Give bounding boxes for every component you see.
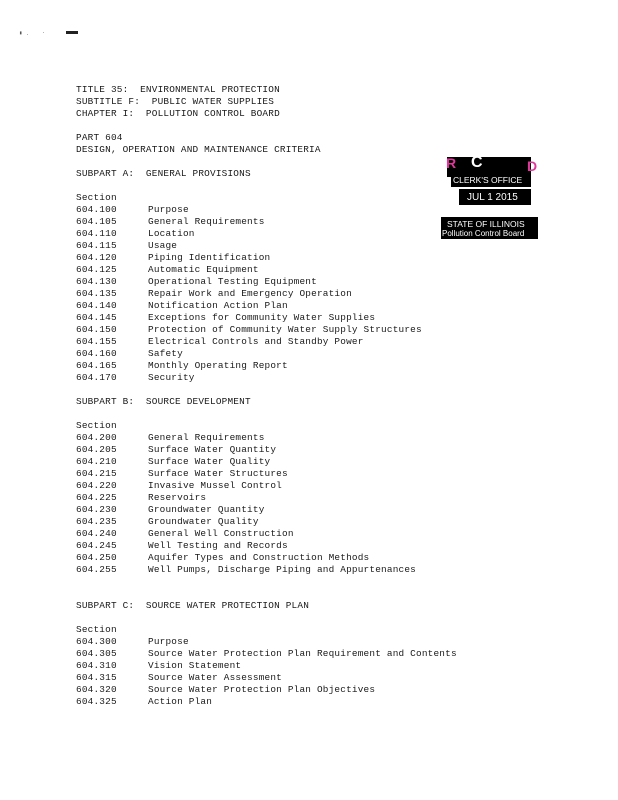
section-title: Source Water Protection Plan Objectives xyxy=(148,684,376,695)
title-line: TITLE 35: ENVIRONMENTAL PROTECTION xyxy=(76,84,280,95)
section-number: 604.320 xyxy=(76,684,117,695)
subpart-heading: SUBPART B: SOURCE DEVELOPMENT xyxy=(76,396,251,407)
stamp-date: JUL 1 2015 xyxy=(467,192,518,203)
section-title: Surface Water Quality xyxy=(148,456,271,467)
stamp-c: C xyxy=(471,154,483,171)
section-title: General Requirements xyxy=(148,432,265,443)
section-number: 604.140 xyxy=(76,300,117,311)
section-row xyxy=(76,432,496,444)
section-row xyxy=(76,480,496,492)
section-title: Groundwater Quantity xyxy=(148,504,265,515)
section-label: Section xyxy=(76,624,117,635)
section-row xyxy=(76,312,496,324)
stamp-office: CLERK'S OFFICE xyxy=(453,175,523,185)
received-stamp xyxy=(441,155,538,241)
section-title: Protection of Community Water Supply Structures xyxy=(148,324,422,335)
section-row xyxy=(76,636,496,648)
section-number: 604.220 xyxy=(76,480,117,491)
section-row xyxy=(76,300,496,312)
section-row xyxy=(76,360,496,372)
section-title: Vision Statement xyxy=(148,660,242,671)
section-number: 604.105 xyxy=(76,216,117,227)
section-row xyxy=(76,276,496,288)
section-row xyxy=(76,444,496,456)
stamp-state: STATE OF ILLINOIS xyxy=(447,219,525,229)
stamp-r: R xyxy=(446,155,457,171)
section-row xyxy=(76,336,496,348)
section-title: Piping Identification xyxy=(148,252,271,263)
section-number: 604.255 xyxy=(76,564,117,575)
section-title: General Well Construction xyxy=(148,528,294,539)
section-number: 604.120 xyxy=(76,252,117,263)
scan-speck: · xyxy=(42,30,46,36)
section-row xyxy=(76,696,496,708)
section-title: Exceptions for Community Water Supplies xyxy=(148,312,376,323)
section-number: 604.305 xyxy=(76,648,117,659)
section-number: 604.170 xyxy=(76,372,117,383)
section-title: Action Plan xyxy=(148,696,213,707)
section-row xyxy=(76,264,496,276)
section-title: Well Testing and Records xyxy=(148,540,288,551)
section-row xyxy=(76,540,496,552)
section-number: 604.125 xyxy=(76,264,117,275)
section-number: 604.115 xyxy=(76,240,117,251)
section-number: 604.205 xyxy=(76,444,117,455)
section-number: 604.240 xyxy=(76,528,117,539)
section-title: Surface Water Quantity xyxy=(148,444,277,455)
section-number: 604.210 xyxy=(76,456,117,467)
section-number: 604.300 xyxy=(76,636,117,647)
section-number: 604.325 xyxy=(76,696,117,707)
section-number: 604.200 xyxy=(76,432,117,443)
section-title: Invasive Mussel Control xyxy=(148,480,282,491)
section-row xyxy=(76,552,496,564)
section-title: Notification Action Plan xyxy=(148,300,288,311)
section-title: Safety xyxy=(148,348,183,359)
section-row xyxy=(76,564,496,576)
section-row xyxy=(76,504,496,516)
scan-mark xyxy=(66,31,78,34)
section-number: 604.250 xyxy=(76,552,117,563)
section-number: 604.160 xyxy=(76,348,117,359)
section-number: 604.230 xyxy=(76,504,117,515)
section-row xyxy=(76,372,496,384)
section-title: General Requirements xyxy=(148,216,265,227)
section-row xyxy=(76,528,496,540)
section-row xyxy=(76,492,496,504)
section-title: Source Water Assessment xyxy=(148,672,282,683)
part-name: DESIGN, OPERATION AND MAINTENANCE CRITERIA xyxy=(76,144,321,155)
section-number: 604.150 xyxy=(76,324,117,335)
section-title: Purpose xyxy=(148,636,189,647)
section-title: Purpose xyxy=(148,204,189,215)
section-title: Usage xyxy=(148,240,178,251)
stamp-board: Pollution Control Board xyxy=(442,229,525,238)
section-number: 604.145 xyxy=(76,312,117,323)
section-number: 604.235 xyxy=(76,516,117,527)
section-row xyxy=(76,204,496,216)
section-row xyxy=(76,252,496,264)
section-row xyxy=(76,516,496,528)
section-row xyxy=(76,288,496,300)
section-row xyxy=(76,348,496,360)
section-number: 604.130 xyxy=(76,276,117,287)
subpart-heading: SUBPART C: SOURCE WATER PROTECTION PLAN xyxy=(76,600,310,611)
chapter-line: CHAPTER I: POLLUTION CONTROL BOARD xyxy=(76,108,280,119)
subpart-heading: SUBPART A: GENERAL PROVISIONS xyxy=(76,168,251,179)
section-row xyxy=(76,324,496,336)
section-title: Surface Water Structures xyxy=(148,468,288,479)
document-body xyxy=(76,84,496,708)
section-number: 604.110 xyxy=(76,228,117,239)
section-title: Electrical Controls and Standby Power xyxy=(148,336,364,347)
section-row xyxy=(76,228,496,240)
section-number: 604.225 xyxy=(76,492,117,503)
section-title: Security xyxy=(148,372,195,383)
section-title: Automatic Equipment xyxy=(148,264,259,275)
section-number: 604.215 xyxy=(76,468,117,479)
section-title: Location xyxy=(148,228,195,239)
section-list xyxy=(76,432,496,576)
section-title: Aquifer Types and Construction Methods xyxy=(148,552,370,563)
section-row xyxy=(76,216,496,228)
section-title: Source Water Protection Plan Requirement and Contents xyxy=(148,648,457,659)
section-label: Section xyxy=(76,420,117,431)
section-title: Operational Testing Equipment xyxy=(148,276,317,287)
section-row xyxy=(76,660,496,672)
section-row xyxy=(76,672,496,684)
section-number: 604.165 xyxy=(76,360,117,371)
section-title: Groundwater Quality xyxy=(148,516,259,527)
part-number: PART 604 xyxy=(76,132,123,143)
section-number: 604.135 xyxy=(76,288,117,299)
section-row xyxy=(76,468,496,480)
section-number: 604.100 xyxy=(76,204,117,215)
section-title: Repair Work and Emergency Operation xyxy=(148,288,352,299)
section-title: Monthly Operating Report xyxy=(148,360,288,371)
section-number: 604.310 xyxy=(76,660,117,671)
section-row xyxy=(76,456,496,468)
section-row xyxy=(76,684,496,696)
section-row xyxy=(76,648,496,660)
section-row xyxy=(76,240,496,252)
section-title: Reservoirs xyxy=(148,492,207,503)
section-number: 604.315 xyxy=(76,672,117,683)
subtitle-line: SUBTITLE F: PUBLIC WATER SUPPLIES xyxy=(76,96,275,107)
section-title: Well Pumps, Discharge Piping and Appurtenances xyxy=(148,564,416,575)
section-list xyxy=(76,636,496,708)
section-number: 604.245 xyxy=(76,540,117,551)
section-list xyxy=(76,204,496,384)
stamp-d: D xyxy=(527,158,538,174)
section-number: 604.155 xyxy=(76,336,117,347)
scan-speck: ▘ · xyxy=(20,32,30,38)
section-label: Section xyxy=(76,192,117,203)
